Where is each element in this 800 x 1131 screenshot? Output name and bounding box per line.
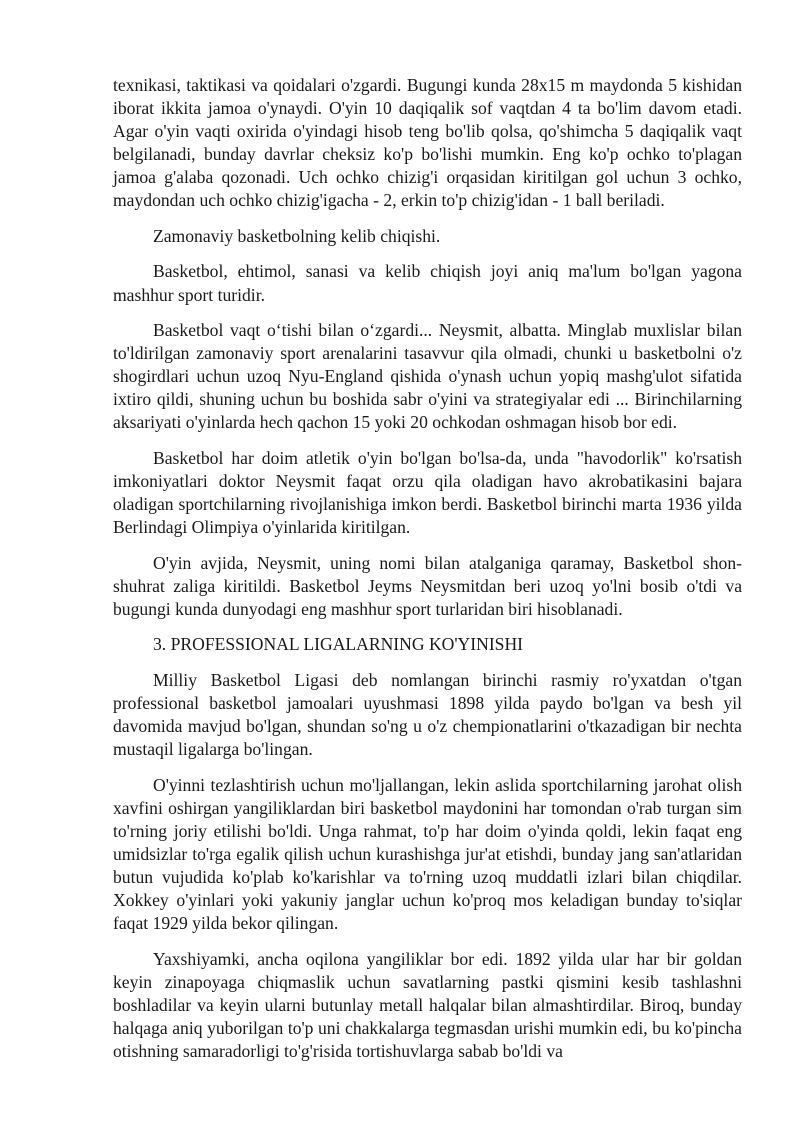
paragraph-known-origin: Basketbol, ehtimol, sanasi va kelib chiqish joyi aniq ma'lum bo'lgan yagona mashhur sport turidir. xyxy=(113,261,742,305)
section-heading-modern-origin: Zamonaviy basketbolning kelib chiqishi. xyxy=(153,225,441,246)
paragraph-rules-continuation: texnikasi, taktikasi va qoidalari o'zgardi. Bugungi kunda 28x15 m maydonda 5 kishidan iborat ikkita jamoa o'ynaydi. O'yin 10 daqiqalik sof vaqtdan 4 ta bo'lim davom etadi. Agar o'yin vaqti oxirida o'yindagi hisob teng bo'lib qolsa, qo'shimcha 5 daqiqalik vaqt belgilanadi, bunday davrlar cheksiz ko'p bo'lishi mumkin. Eng ko'p ochko to'plagan jamoa g'alaba qozonadi. Uch ochko chizig'i orqasidan kiritilgan gol uchun 3 ochko, maydondan uch ochko chizig'igacha - 2, erkin to'p chizig'idan - 1 ball beriladi. xyxy=(113,75,742,211)
document-page xyxy=(113,74,742,1063)
paragraph-wire-net: O'yinni tezlashtirish uchun mo'ljallangan, lekin aslida sportchilarning jarohat olish xavfini oshirgan yangiliklardan biri basketbol maydonini har tomondan o'rab turgan sim to'rning joriy etilishi bo'ldi. Unga rahmat, to'p har doim o'yinda qoldi, lekin faqat eng umidsizlar to'rga egalik qilish uchun kurashishga jur'at etishdi, bunday jang san'atlaridan butun vujudida ko'plab ko'karishlar va to'rning uzoq muddatli izlari bilan chiqdilar. Xokkey o'yinlari yoki yakuniy janglar uchun ko'proq mos keladigan bunday to'siqlar faqat 1929 yilda bekor qilingan. xyxy=(113,774,742,934)
paragraph-athletic-game: Basketbol har doim atletik o'yin bo'lgan bo'lsa-da, unda "havodorlik" ko'rsatish imkoniyatlari doktor Neysmit faqat orzu qila oladigan havo akrobatikasini bajara oladigan sportchilarning rivojlanishiga imkon berdi. Basketbol birinchi marta 1936 yilda Berlindagi Olimpiya o'yinlarida kiritilgan. xyxy=(113,447,742,538)
paragraph-changes-over-time: Basketbol vaqt o‘tishi bilan o‘zgardi... Neysmit, albatta. Minglab muxlislar bilan to'ldirilgan zamonaviy sport arenalarini tasavvur qila olmadi, chunki u basketbolni o'z shogirdlari uchun uzoq Nyu-England qishida o'ynash uchun yopiq mashg'ulot sifatida ixtiro qildi, shuning uchun bu boshida sabr o'yini va strategiyalar edi ... Birinchilarning aksariyati o'yinlarda hech qachon 15 yoki 20 ochkodan oshmagan hisob bor edi. xyxy=(113,320,742,433)
paragraph-hall-of-fame: O'yin avjida, Neysmit, uning nomi bilan atalganiga qaramay, Basketbol shon-shuhrat zaliga kiritildi. Basketbol Jeyms Neysmitdan beri uzoq yo'lni bosib o'tdi va bugungi kunda dunyodagi eng mashhur sport turlaridan biri hisoblanadi. xyxy=(113,552,742,619)
section-heading-professional-leagues: 3. PROFESSIONAL LIGALARNING KO'YINISHI xyxy=(153,634,524,655)
paragraph-national-league: Milliy Basketbol Ligasi deb nomlangan birinchi rasmiy ro'yxatdan o'tgan professional basketbol jamoalari uyushmasi 1898 yilda paydo bo'lgan va besh yil davomida mavjud bo'lgan, shundan so'ng u o'z chempionatlarini o'tkazadigan bir nechta mustaqil ligalarga bo'lingan. xyxy=(113,669,742,760)
paragraph-metal-rings: Yaxshiyamki, ancha oqilona yangiliklar bor edi. 1892 yilda ular har bir goldan keyin zinapoyaga chiqmaslik uchun savatlarning pastki qismini kesib tashlashni boshladilar va keyin ularni butunlay metall halqalar bilan almashtirdilar. Biroq, bunday halqaga aniq yuborilgan to'p uni chakkalarga tegmasdan urishi mumkin edi, bu ko'pincha otishning samaradorligi to'g'risida tortishuvlarga sabab bo'ldi va xyxy=(113,948,742,1061)
